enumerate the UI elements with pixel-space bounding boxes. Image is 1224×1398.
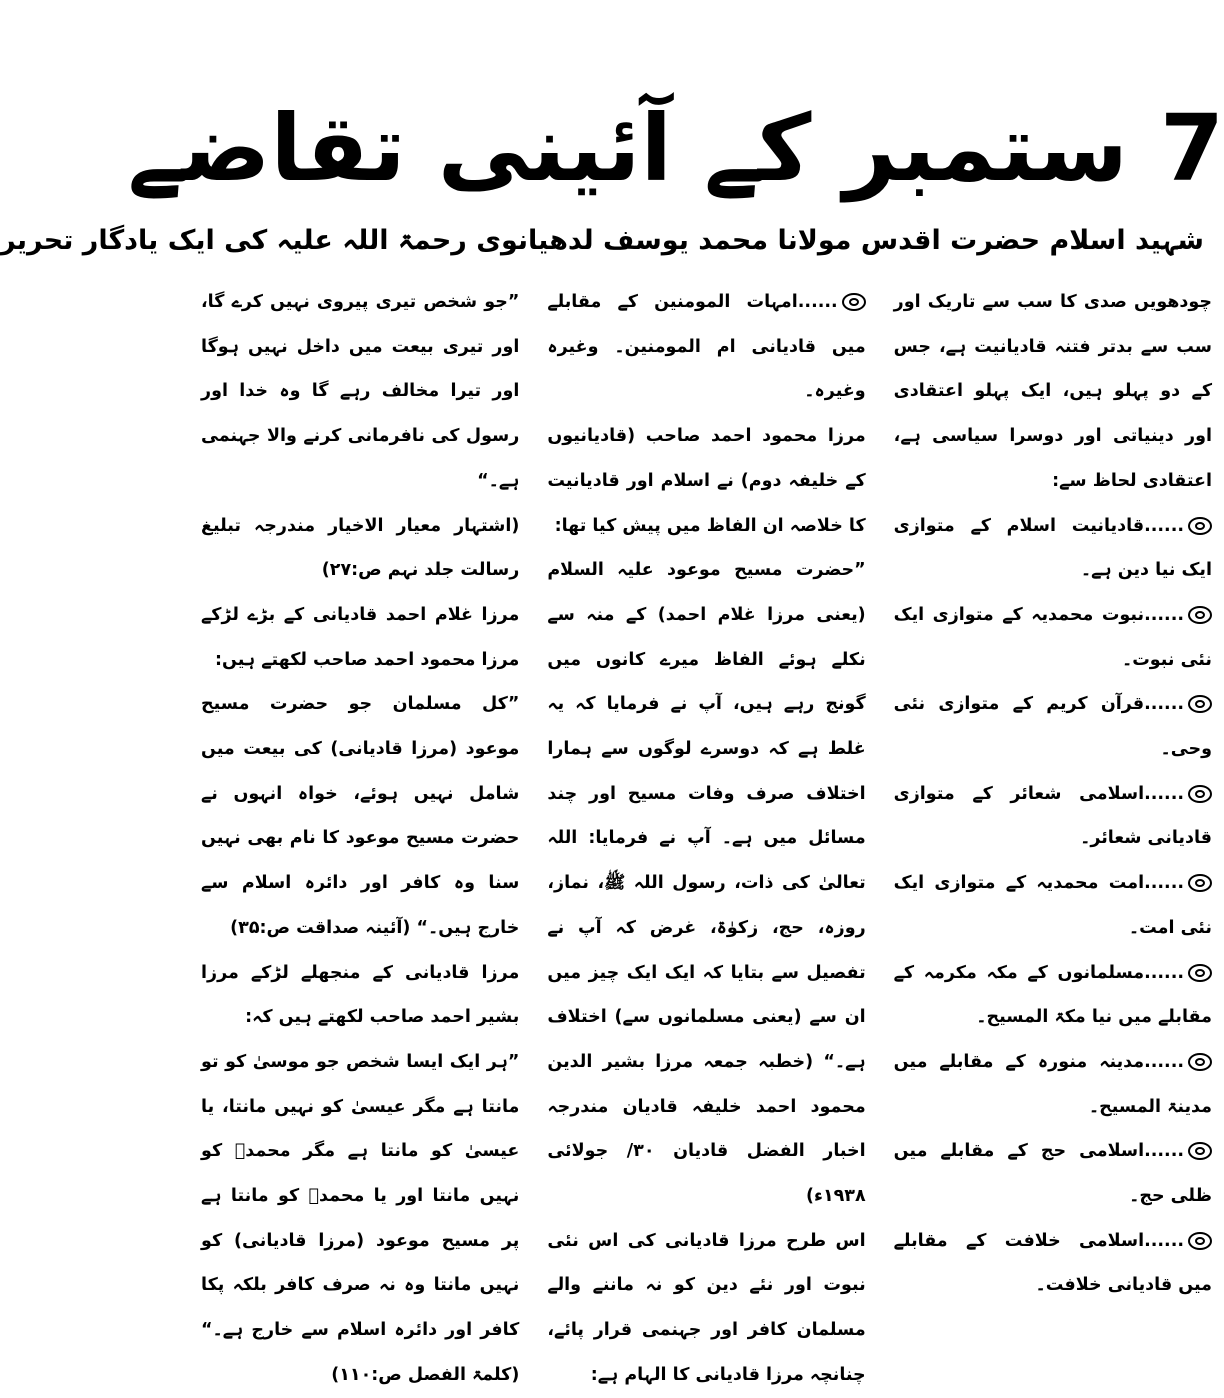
paragraph-text: ......مسلمانوں کے مکہ مکرمہ کے مقابلے میں نیا مکۃ المسیح۔	[893, 962, 1212, 1028]
paragraph	[547, 414, 865, 548]
paragraph-text: ”حضرت مسیح موعود علیہ السلام (یعنی مرزا غلام احمد) کے منہ سے نکلے ہوئے الفاظ میرے کانوں میں گونج رہے ہیں، آپ نے فرمایا کہ یہ غلط ہے کہ دوسرے لوگوں سے ہمارا اختلاف صرف وفات مسیح اور چند مسائل میں ہے۔ آپ نے فرمایا: اللہ تعالیٰ کی ذات، رسول اللہ ﷺ، نماز، روزہ، حج، زکوٰۃ، غرض کہ آپ نے تفصیل سے بتایا کہ ایک ایک چیز میں ان سے (یعنی مسلمانوں سے) اختلاف ہے۔“ (خطبہ جمعہ مرزا بشیر الدین محمود احمد خلیفہ قادیان مندرجہ اخبار الفضل قادیان ۳۰/ جولائی ۱۹۳۸ء)	[547, 560, 866, 1207]
paragraph	[894, 951, 1212, 1040]
paragraph	[201, 951, 519, 1040]
paragraph-text: ”ہر ایک ایسا شخص جو موسیٰ کو تو مانتا ہے مگر عیسیٰ کو نہیں مانتا، یا عیسیٰ کو مانتا ہے مگر محمدؐ کو نہیں مانتا اور یا محمدؐ کو مانتا ہے پر مسیح موعود (مرزا قادیانی) کو نہیں مانتا وہ نہ صرف کافر بلکہ پکا کافر اور دائرہ اسلام سے خارج ہے۔“ (کلمۃ الفصل ص:۱۱۰)	[201, 1051, 520, 1385]
paragraph	[894, 280, 1212, 504]
paragraph	[894, 1129, 1212, 1218]
paragraph-text: ......امت محمدیہ کے متوازی ایک نئی امت۔	[893, 873, 1212, 938]
bullet-icon	[1188, 874, 1212, 892]
paragraph	[547, 1219, 865, 1398]
bullet-icon	[1188, 785, 1212, 803]
paragraph	[894, 772, 1212, 861]
paragraph-text: ......نبوت محمدیہ کے متوازی ایک نئی نبوت۔	[893, 604, 1212, 670]
paragraph-text: (اشتہار معیار الاخیار مندرجہ تبلیغ رسالت جلد نہم ص:۲۷)	[201, 515, 520, 581]
article-subtitle: شہید اسلام حضرت اقدس مولانا محمد یوسف لدھیانوی رحمۃ اللہ علیہ کی ایک یادگار تحریر	[0, 225, 1204, 256]
bullet-icon	[1188, 606, 1212, 624]
paragraph-text: ”کل مسلمان جو حضرت مسیح موعود (مرزا قادیانی) کی بیعت میں شامل نہیں ہوئے، خواہ انہوں نے حضرت مسیح موعود کا نام بھی نہیں سنا وہ کافر اور دائرہ اسلام سے خارج ہیں۔“ (آئینہ صداقت ص:۳۵)	[201, 694, 520, 938]
bullet-icon	[1188, 517, 1212, 535]
paragraph	[894, 861, 1212, 950]
paragraph	[201, 504, 519, 593]
paragraph	[894, 1219, 1212, 1308]
paragraph-text: اس طرح مرزا قادیانی کی اس نئی نبوت اور نئے دین کو نہ ماننے والے مسلمان کافر اور جہنمی قرار پائے، چنانچہ مرزا قادیانی کا الہام ہے:	[547, 1230, 866, 1385]
paragraph-text: مرزا قادیانی کے منجھلے لڑکے مرزا بشیر احمد صاحب لکھتے ہیں کہ:	[201, 962, 520, 1028]
paragraph-text: چودھویں صدی کا سب سے تاریک اور سب سے بدتر فتنہ قادیانیت ہے، جس کے دو پہلو ہیں، ایک پہلو اعتقادی اور دینیاتی اور دوسرا سیاسی ہے، اعتقادی لحاظ سے:	[893, 292, 1212, 491]
article-title: 7 ستمبر کے آئینی تقاضے	[127, 95, 1224, 202]
paragraph	[547, 280, 865, 414]
paragraph	[201, 682, 519, 950]
paragraph	[894, 1040, 1212, 1129]
paragraph	[894, 682, 1212, 771]
paragraph-text: مرزا غلام احمد قادیانی کے بڑے لڑکے مرزا محمود احمد صاحب لکھتے ہیں:	[201, 604, 520, 670]
bullet-icon	[842, 293, 866, 311]
column-left	[201, 280, 520, 1385]
paragraph-text: ......مدینہ منورہ کے مقابلے میں مدینۃ المسیح۔	[893, 1051, 1212, 1117]
paragraph-text: ......قرآن کریم کے متوازی نئی وحی۔	[893, 694, 1212, 760]
bullet-icon	[1188, 1053, 1212, 1071]
bullet-icon	[1188, 1232, 1212, 1250]
column-middle	[547, 280, 866, 1385]
paragraph-text: ......قادیانیت اسلام کے متوازی ایک نیا دین ہے۔	[893, 515, 1212, 581]
paragraph	[894, 504, 1212, 593]
paragraph	[547, 548, 865, 1219]
paragraph-text: مرزا محمود احمد صاحب (قادیانیوں کے خلیفہ دوم) نے اسلام اور قادیانیت کا خلاصہ ان الفاظ میں پیش کیا تھا:	[547, 426, 866, 536]
bullet-icon	[1188, 964, 1212, 982]
paragraph	[201, 593, 519, 682]
paragraph-text: ......اسلامی شعائر کے متوازی قادیانی شعائر۔	[893, 783, 1212, 849]
paragraph	[201, 280, 519, 504]
paragraph-text: ......اسلامی خلافت کے مقابلے میں قادیانی خلافت۔	[893, 1230, 1212, 1296]
paragraph	[894, 593, 1212, 682]
column-right	[893, 280, 1212, 1296]
bullet-icon	[1188, 695, 1212, 713]
paragraph-text: ”جو شخص تیری پیروی نہیں کرے گا، اور تیری بیعت میں داخل نہیں ہوگا اور تیرا مخالف رہے گا وہ خدا اور رسول کی نافرمانی کرنے والا جہنمی ہے۔“	[201, 292, 520, 491]
bullet-icon	[1188, 1142, 1212, 1160]
paragraph-text: ......اسلامی حج کے مقابلے میں ظلی حج۔	[893, 1141, 1212, 1207]
paragraph-text: ......امہات المومنین کے مقابلے میں قادیانی ام المومنین۔ وغیرہ وغیرہ۔	[547, 292, 866, 402]
article-columns	[201, 280, 1212, 1385]
paragraph	[201, 1040, 519, 1398]
